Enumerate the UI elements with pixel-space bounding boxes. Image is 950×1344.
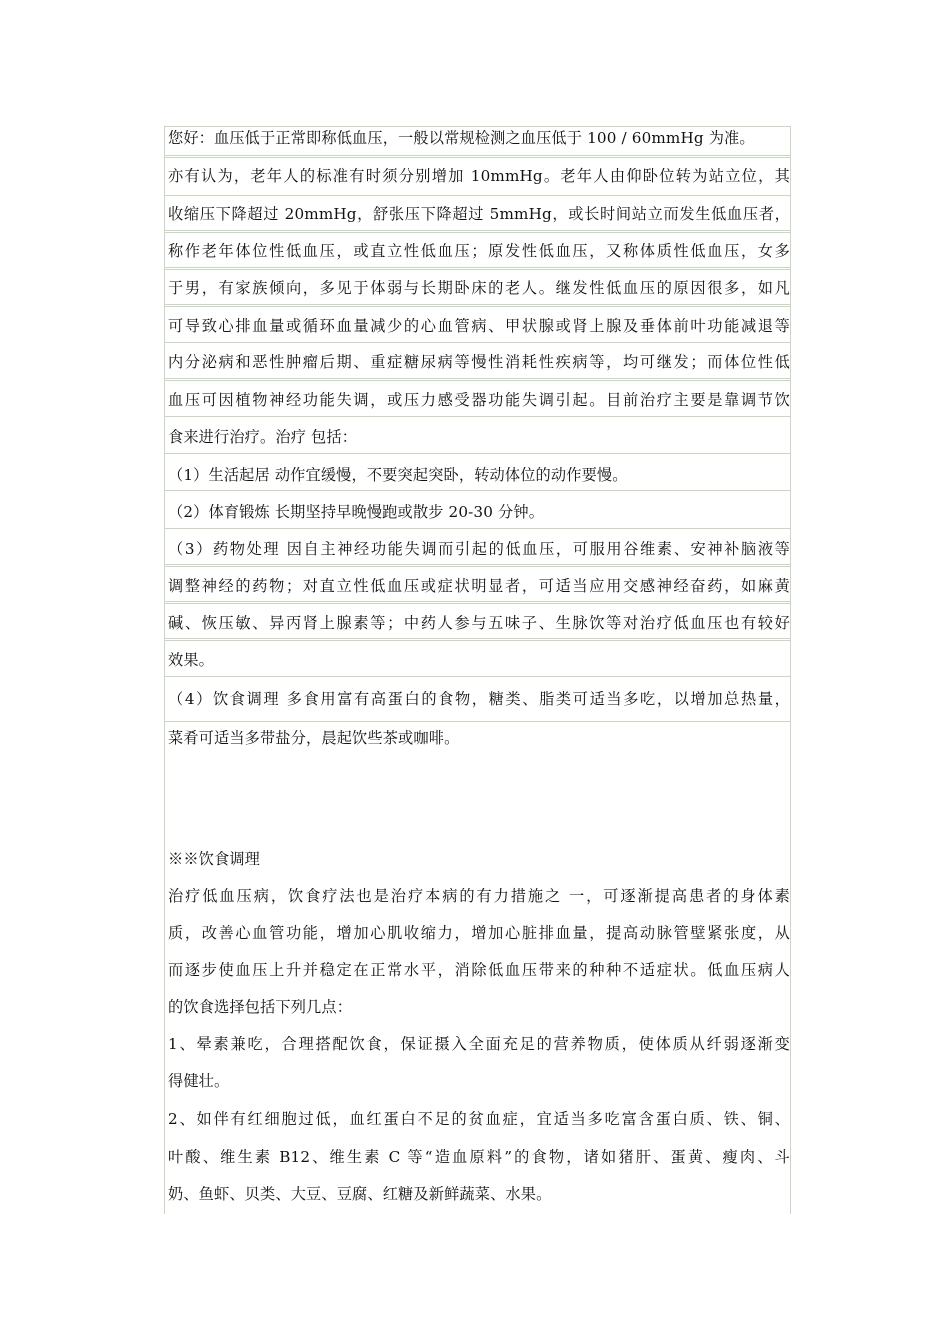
list-item-line: 菜肴可适当多带盐分，晨起饮些茶或咖啡。 bbox=[168, 729, 460, 747]
row-divider bbox=[164, 528, 791, 529]
list-item-line: （4）饮食调理 多食用富有高蛋白的食物，糖类、脂类可适当多吃，以增加总热量， bbox=[168, 690, 790, 708]
list-item-line: （1）生活起居 动作宜缓慢，不要突起突卧，转动体位的动作要慢。 bbox=[168, 466, 628, 484]
row-divider bbox=[164, 155, 791, 158]
row-divider bbox=[164, 267, 791, 270]
paragraph-line: 血压可因植物神经功能失调，或压力感受器功能失调引起。目前治疗主要是靠调节饮 bbox=[168, 391, 790, 409]
row-divider bbox=[164, 304, 791, 307]
paragraph-line: 的饮食选择包括下列几点： bbox=[168, 998, 353, 1016]
row-divider bbox=[164, 342, 791, 343]
list-item-line: （2）体育锻炼 长期坚持早晚慢跑或散步 20-30 分钟。 bbox=[168, 503, 545, 521]
list-item-line: 2、如伴有红细胞过低，血红蛋白不足的贫血症，宜适当多吃富含蛋白质、铁、铜、 bbox=[168, 1110, 790, 1128]
paragraph-line: 亦有认为，老年人的标准有时须分别增加 10mmHg。老年人由仰卧位转为站立位，其 bbox=[168, 167, 790, 185]
paragraph-line: 于男，有家族倾向，多见于体弱与长期卧床的老人。继发性低血压的原因很多，如凡 bbox=[168, 279, 790, 297]
row-divider bbox=[164, 638, 791, 641]
row-divider bbox=[164, 601, 791, 604]
list-item-line: 效果。 bbox=[168, 651, 215, 669]
list-item-line: 1、晕素兼吃，合理搭配饮食，保证摄入全面充足的营养物质，使体质从纤弱逐渐变 bbox=[168, 1035, 790, 1053]
row-divider bbox=[164, 416, 791, 417]
row-divider bbox=[164, 676, 791, 677]
list-item-line: （3）药物处理 因自主神经功能失调而引起的低血压，可服用谷维素、安神补脑液等 bbox=[168, 540, 790, 558]
list-item-line: 碱、恢压敏、异丙肾上腺素等；中药人参与五味子、生脉饮等对治疗低血压也有较好 bbox=[168, 614, 790, 632]
list-item-line: 奶、鱼虾、贝类、大豆、豆腐、红糖及新鲜蔬菜、水果。 bbox=[168, 1185, 552, 1203]
paragraph-line: 食来进行治疗。治疗 包括： bbox=[168, 428, 358, 446]
row-divider bbox=[164, 453, 791, 454]
paragraph-line: 可导致心排血量或循环血量减少的心血管病、甲状腺或肾上腺及垂体前叶功能减退等 bbox=[168, 317, 790, 335]
row-divider bbox=[164, 721, 791, 722]
list-item-line: 调整神经的药物；对直立性低血压或症状明显者，可适当应用交感神经奋药，如麻黄 bbox=[168, 577, 790, 595]
paragraph-line: 治疗低血压病，饮食疗法也是治疗本病的有力措施之 一，可逐渐提高患者的身体素 bbox=[168, 887, 790, 905]
paragraph-line: 收缩压下降超过 20mmHg，舒张压下降超过 5mmHg，或长时间站立而发生低血压者， bbox=[168, 205, 790, 223]
paragraph-line: 质，改善心血管功能，增加心肌收缩力，增加心脏排血量，提高动脉管壁紧张度，从 bbox=[168, 924, 790, 942]
section-heading: ※※饮食调理 bbox=[168, 850, 261, 868]
paragraph-line: 内分泌病和恶性肿瘤后期、重症糖尿病等慢性消耗性疾病等，均可继发；而体位性低 bbox=[168, 353, 790, 371]
list-item-line: 得健壮。 bbox=[168, 1072, 230, 1090]
paragraph-line: 称作老年体位性低血压，或直立性低血压；原发性低血压，又称体质性低血压，女多 bbox=[168, 242, 790, 260]
paragraph-line: 您好：血压低于正常即称低血压，一般以常规检测之血压低于 100 / 60mmHg 为准。 bbox=[168, 129, 755, 147]
row-divider bbox=[164, 490, 791, 491]
row-divider bbox=[164, 564, 791, 567]
list-item-line: 叶酸、维生素 B12、维生素 C 等“造血原料”的食物，诸如猪肝、蛋黄、瘦肉、斗 bbox=[168, 1148, 790, 1166]
row-divider bbox=[164, 195, 791, 196]
row-divider bbox=[164, 230, 791, 233]
row-divider bbox=[164, 378, 791, 381]
paragraph-line: 而逐步使血压上升并稳定在正常水平，消除低血压带来的种种不适症状。低血压病人 bbox=[168, 961, 790, 979]
